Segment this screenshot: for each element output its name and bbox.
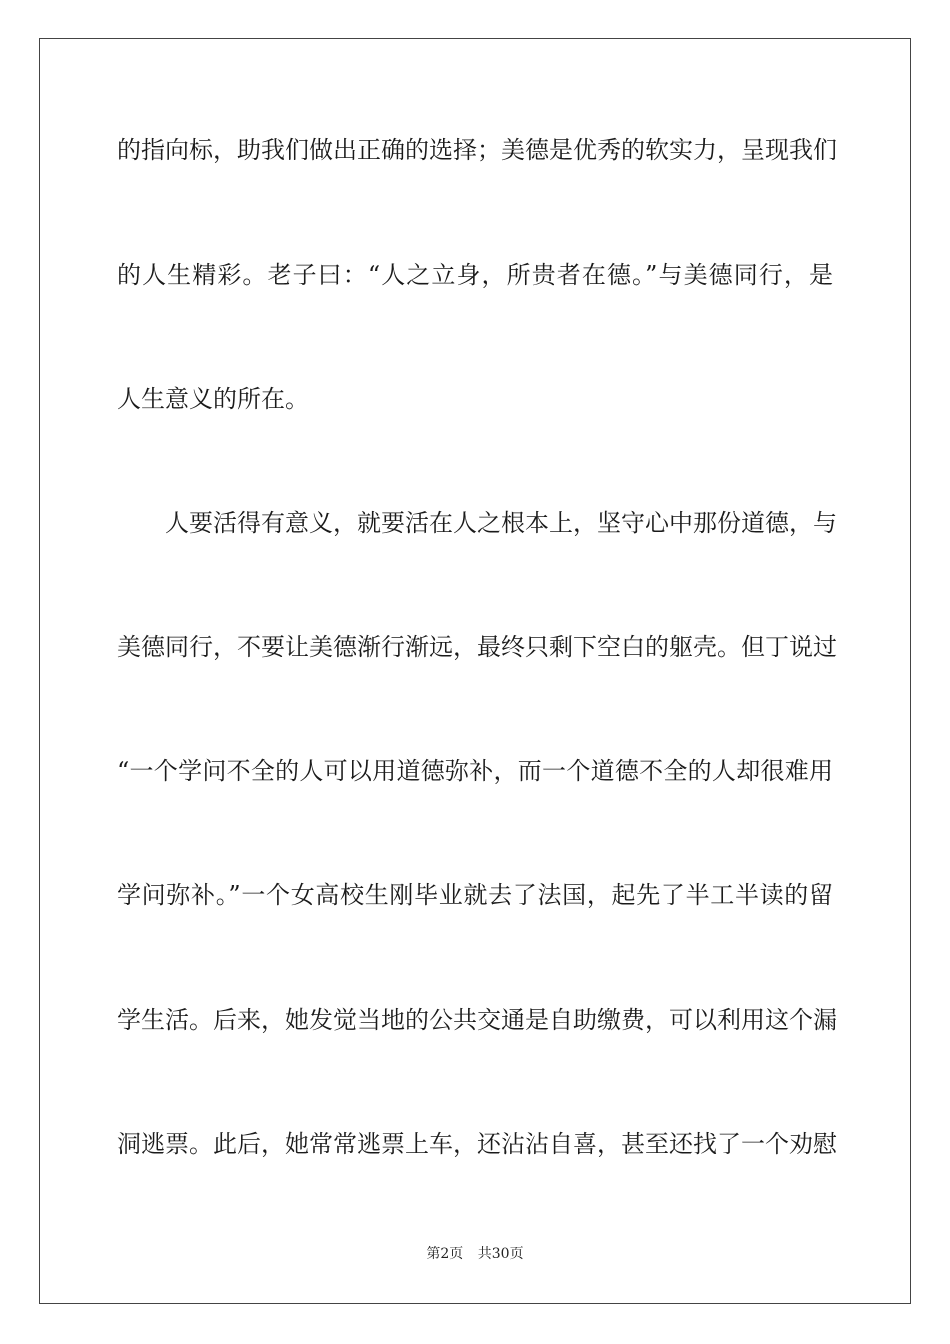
body-line-4: 人要活得有意义，就要活在人之根本上，坚守心中那份道德，与 (165, 509, 837, 537)
body-line-3: 人生意义的所在。 (117, 385, 309, 413)
body-line-1: 的指向标，助我们做出正确的选择；美德是优秀的软实力，呈现我们 (117, 136, 837, 164)
total-pages: 共30页 (477, 1246, 524, 1262)
body-line-9: 洞逃票。此后，她常常逃票上车，还沾沾自喜，甚至还找了一个劝慰 (117, 1130, 837, 1158)
body-line-7: 学问弥补。”一个女高校生刚毕业就去了法国，起先了半工半读的留 (117, 881, 833, 909)
body-line-2: 的人生精彩。老子曰：“人之立身，所贵者在德。”与美德同行，是 (117, 261, 833, 289)
body-line-5: 美德同行，不要让美德渐行渐远，最终只剩下空白的躯壳。但丁说过 (117, 633, 837, 661)
page-footer (0, 1244, 950, 1264)
body-line-8: 学生活。后来，她发觉当地的公共交通是自助缴费，可以利用这个漏 (117, 1006, 837, 1034)
page-number: 第2页 (426, 1246, 464, 1262)
body-line-6: “一个学问不全的人可以用道德弥补，而一个道德不全的人却很难用 (117, 757, 833, 785)
page-border (39, 38, 911, 1304)
